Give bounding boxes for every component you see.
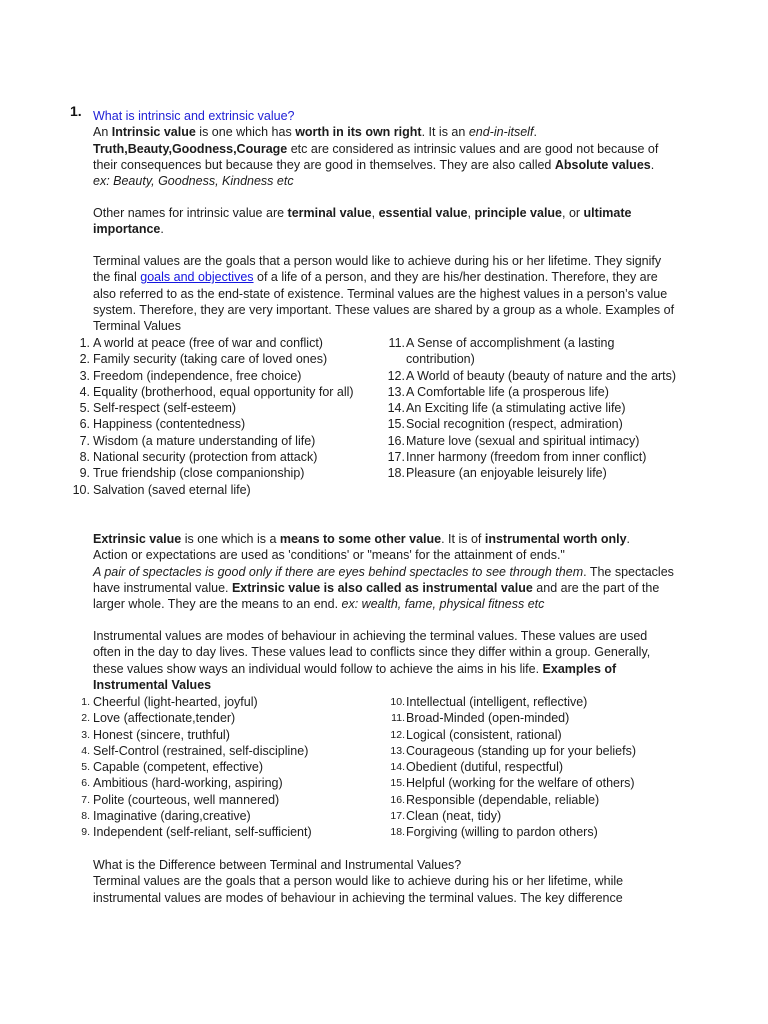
list-item xyxy=(70,449,360,465)
list-item-text: Cheerful (light-hearted, joyful) xyxy=(93,695,258,709)
list-item xyxy=(70,792,360,808)
list-item-number: 4. xyxy=(79,384,90,399)
extrinsic-paragraph xyxy=(93,531,678,612)
intrinsic-paragraph xyxy=(93,108,678,189)
extrinsic-example: ex: wealth, fame, physical fitness etc xyxy=(341,597,545,612)
list-item-text: A Comfortable life (a prosperous life) xyxy=(406,384,609,399)
list-item xyxy=(383,759,683,775)
terminal-values-paragraph xyxy=(93,253,678,334)
terminal-values-list-left xyxy=(70,335,360,498)
list-item-number: 16. xyxy=(387,433,405,448)
list-item-number: 15. xyxy=(387,417,405,432)
instrumental-values-list-left xyxy=(70,694,360,841)
list-item-number: 7. xyxy=(79,433,90,448)
difference-question: What is the Difference between Terminal and Instrumental Values? xyxy=(93,858,462,872)
list-item xyxy=(70,775,360,791)
list-item-text: A Sense of accomplishment (a lasting contribution) xyxy=(406,336,615,367)
list-item-number: 9. xyxy=(81,826,90,839)
list-item-number: 10. xyxy=(72,482,90,497)
text: . xyxy=(533,125,537,140)
list-item-text: Self-respect (self-esteem) xyxy=(93,401,237,416)
list-item-number: 11. xyxy=(388,336,405,350)
goals-and-objectives-link[interactable]: goals and objectives xyxy=(140,270,254,285)
list-item-text: Wisdom (a mature understanding of life) xyxy=(93,433,316,448)
list-item-text: Courageous (standing up for your beliefs) xyxy=(406,743,636,758)
term-means: means to some other value xyxy=(279,532,442,546)
list-item xyxy=(383,694,683,710)
list-item xyxy=(70,433,360,449)
list-item-text: Polite (courteous, well mannered) xyxy=(93,792,280,807)
list-item-text: Ambitious (hard-working, aspiring) xyxy=(93,776,283,791)
list-item-number: 2. xyxy=(81,712,90,725)
instrumental-values-list-right xyxy=(383,694,683,841)
list-item xyxy=(383,449,683,465)
text: . It is of xyxy=(441,532,485,546)
text: , xyxy=(467,206,475,220)
list-item-number: 17. xyxy=(390,810,405,823)
list-item-number: 7. xyxy=(81,793,90,806)
list-item-text: Inner harmony (freedom from inner conflict) xyxy=(406,450,647,465)
list-item-number: 12. xyxy=(390,728,405,741)
list-item xyxy=(70,335,360,351)
list-item xyxy=(70,351,360,367)
text: is one which has xyxy=(195,125,296,140)
text: and are the part of the larger whole. They are the means to an end. xyxy=(93,580,660,612)
list-item-number: 8. xyxy=(81,810,90,823)
list-item xyxy=(70,759,360,775)
list-item-number: 3. xyxy=(81,728,90,741)
list-item xyxy=(70,368,360,384)
list-item-text: Salvation (saved eternal life) xyxy=(93,482,251,497)
difference-paragraph xyxy=(93,857,678,906)
list-item-text: Equality (brotherhood, equal opportunity for all) xyxy=(93,384,354,399)
list-item-number: 14. xyxy=(387,401,405,416)
list-item xyxy=(70,743,360,759)
list-item-text: Freedom (independence, free choice) xyxy=(93,368,302,383)
list-item xyxy=(70,808,360,824)
list-item xyxy=(383,368,683,384)
term-worth: worth in its own right xyxy=(295,125,422,140)
term-intrinsic-value: Intrinsic value xyxy=(111,125,196,140)
list-item-text: Capable (competent, effective) xyxy=(93,760,264,775)
question-title: What is intrinsic and extrinsic value? xyxy=(93,109,295,123)
text: Action or expectations are used as 'conditions' or "means' for the attainment of ends." xyxy=(93,548,565,563)
list-item xyxy=(70,465,360,481)
list-item xyxy=(383,384,683,400)
list-item xyxy=(70,400,360,416)
list-item-text: Imaginative (daring,creative) xyxy=(93,809,251,824)
list-item-text: Logical (consistent, rational) xyxy=(406,727,562,742)
list-item xyxy=(70,824,360,840)
list-item-text: A World of beauty (beauty of nature and the arts) xyxy=(406,368,677,383)
text: Other names for intrinsic value are xyxy=(93,206,288,220)
text: of a life of a person, and they are his/her destination. Therefore, they are also referred to as the end-state of existence. Terminal values are the highest values in a person’s value system. Therefore, they are very important. These values are shared by a group as a whole. Examples of Terminal Values xyxy=(93,270,675,334)
list-item xyxy=(383,416,683,432)
list-item-number: 4. xyxy=(81,744,90,757)
text: . The spectacles have instrumental value. xyxy=(93,564,674,595)
list-item xyxy=(383,335,683,368)
list-item xyxy=(383,727,683,743)
term-examples-instrumental: Examples of Instrumental Values xyxy=(93,661,617,692)
list-item-number: 6. xyxy=(81,777,90,790)
term-principle-value: principle value xyxy=(474,206,562,220)
term-instrumental-worth: instrumental worth only xyxy=(484,532,627,546)
list-item-number: 15. xyxy=(390,777,405,790)
list-item-number: 12. xyxy=(387,368,405,383)
list-item-text: A world at peace (free of war and conflict) xyxy=(93,336,323,350)
text: , xyxy=(371,206,379,220)
list-item-number: 5. xyxy=(81,761,90,774)
intrinsic-names-paragraph xyxy=(93,205,678,238)
list-item-number: 18. xyxy=(390,826,405,839)
term-essential-value: essential value xyxy=(378,206,468,220)
list-item-text: Forgiving (willing to pardon others) xyxy=(406,825,598,840)
term-virtues: Truth,Beauty,Goodness,Courage xyxy=(93,141,288,156)
list-item-text: True friendship (close companionship) xyxy=(93,466,305,481)
list-item-number: 1. xyxy=(81,696,90,708)
list-item-number: 8. xyxy=(79,450,90,465)
list-item-number: 11. xyxy=(391,712,405,725)
list-item-text: An Exciting life (a stimulating active life) xyxy=(406,401,626,416)
list-item-number: 17. xyxy=(387,450,405,465)
list-item-text: Clean (neat, tidy) xyxy=(406,809,502,824)
list-item xyxy=(383,400,683,416)
list-item xyxy=(383,433,683,449)
list-item-text: Honest (sincere, truthful) xyxy=(93,727,230,742)
term-ultimate-importance: ultimate importance xyxy=(93,206,632,237)
text: etc are considered as intrinsic values and are good not because of their consequences but because they are good in themselves. They are also called xyxy=(93,141,659,172)
text: . It is an xyxy=(421,125,469,140)
list-item-number: 13. xyxy=(390,744,405,757)
list-item xyxy=(383,808,683,824)
text: Instrumental values are modes of behaviour in achieving the terminal values. These values are used often in the day to day lives. These values lead to conflicts since they differ within a group. Generally, these values show ways an individual would follow to achieve the aims in his life. xyxy=(93,629,651,676)
list-item-text: Helpful (working for the welfare of others) xyxy=(406,776,635,791)
spectacles-example: A pair of spectacles is good only if there are eyes behind spectacles to see through them xyxy=(93,564,584,579)
list-item-number: 6. xyxy=(79,417,90,432)
list-item-text: Obedient (dutiful, respectful) xyxy=(406,760,564,775)
list-item-text: Happiness (contentedness) xyxy=(93,417,246,432)
list-item xyxy=(383,775,683,791)
instrumental-paragraph xyxy=(93,628,678,693)
list-item xyxy=(70,710,360,726)
list-item-text: Mature love (sexual and spiritual intimacy) xyxy=(406,433,640,448)
list-item xyxy=(70,727,360,743)
list-item xyxy=(70,482,360,498)
list-item-number: 2. xyxy=(79,352,90,367)
list-item-text: Love (affectionate,tender) xyxy=(93,711,236,726)
list-item-number: 9. xyxy=(79,466,90,481)
list-item-text: Broad-Minded (open-minded) xyxy=(406,711,570,726)
question-number: 1. xyxy=(70,103,82,119)
list-item xyxy=(383,792,683,808)
list-item xyxy=(70,416,360,432)
list-item xyxy=(383,824,683,840)
list-item-text: Intellectual (intelligent, reflective) xyxy=(406,695,588,709)
text: . xyxy=(160,222,164,237)
list-item-number: 14. xyxy=(390,761,405,774)
list-item-text: Independent (self-reliant, self-sufficient) xyxy=(93,825,312,840)
list-item-text: Social recognition (respect, admiration) xyxy=(406,417,623,432)
text: , or xyxy=(562,206,584,220)
list-item-number: 18. xyxy=(387,466,405,481)
list-item xyxy=(383,710,683,726)
difference-text: Terminal values are the goals that a person would like to achieve during his or her lifetime, while instrumental values are modes of behaviour in achieving the terminal values. The key difference xyxy=(93,874,624,905)
list-item-text: National security (protection from attack) xyxy=(93,450,318,465)
list-item-number: 5. xyxy=(79,401,90,416)
text: . xyxy=(650,157,655,172)
list-item-number: 13. xyxy=(387,384,405,399)
list-item-text: Responsible (dependable, reliable) xyxy=(406,792,600,807)
list-item-number: 3. xyxy=(79,368,90,383)
terminal-values-list-right xyxy=(383,335,683,482)
list-item-number: 16. xyxy=(390,793,405,806)
list-item xyxy=(383,465,683,481)
term-absolute-values: Absolute values xyxy=(554,157,651,172)
term-end-in-itself: end-in-itself xyxy=(468,125,534,140)
intrinsic-example: ex: Beauty, Goodness, Kindness etc xyxy=(93,174,294,189)
list-item-text: Family security (taking care of loved ones) xyxy=(93,352,328,367)
list-item-text: Self-Control (restrained, self-discipline) xyxy=(93,743,309,758)
text: An xyxy=(93,125,112,140)
list-item-text: Pleasure (an enjoyable leisurely life) xyxy=(406,466,607,481)
term-terminal-value: terminal value xyxy=(287,206,372,220)
list-item-number: 1. xyxy=(79,336,90,350)
term-instrumental-value: Extrinsic value is also called as instrumental value xyxy=(231,580,533,595)
text: . xyxy=(626,532,631,546)
text: is one which is a xyxy=(181,532,280,546)
list-item-number: 10. xyxy=(390,696,405,708)
list-item xyxy=(70,384,360,400)
list-item xyxy=(383,743,683,759)
list-item xyxy=(70,694,360,710)
term-extrinsic-value: Extrinsic value xyxy=(93,532,182,546)
text: Terminal values are the goals that a person would like to achieve during his or her lifetime. They signify the final xyxy=(93,254,662,285)
